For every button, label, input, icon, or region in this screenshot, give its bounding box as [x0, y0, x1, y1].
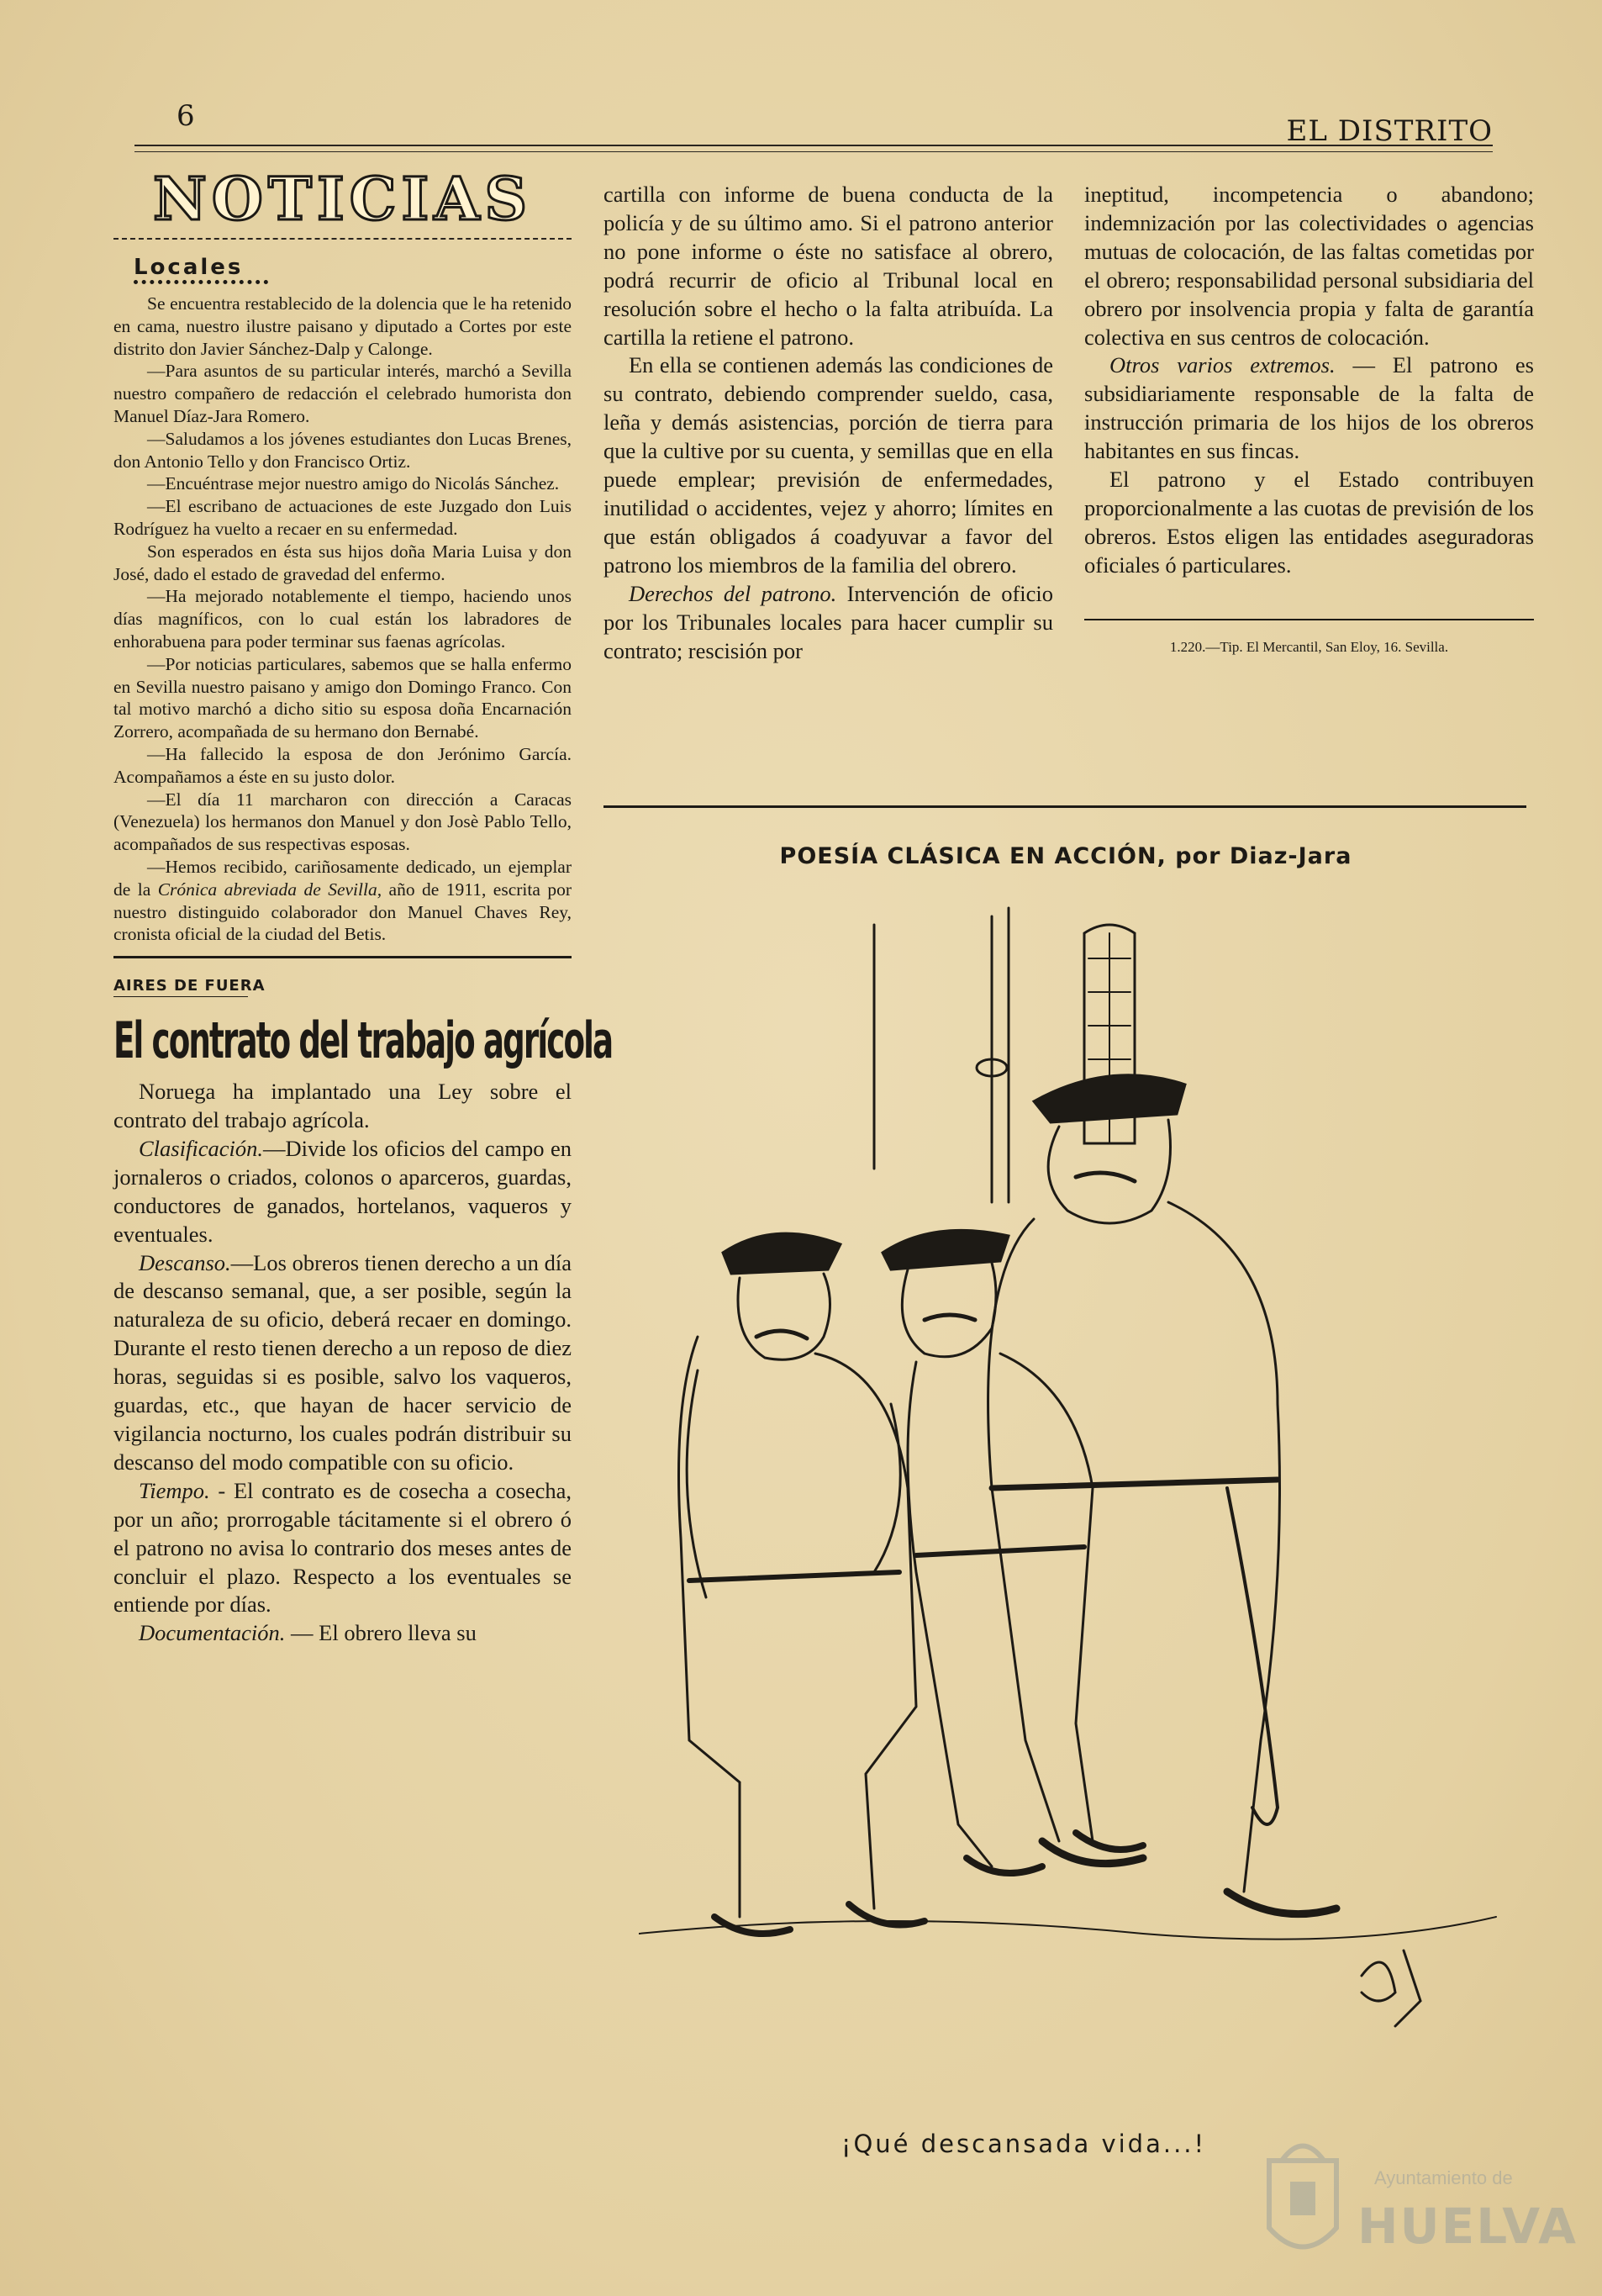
news-item: Se encuentra restablecido de la dolencia que le ha retenido en cama, nuestro ilustre paisano y diputado a Cortes por este distrito don Javier Sánchez-Dalp y Calonge. — [113, 293, 572, 359]
coat-of-arms-icon — [1257, 2127, 1349, 2270]
article-title: El contrato del trabajo agrícola — [113, 1011, 613, 1071]
run-in-heading: Derechos del patrono. — [629, 580, 837, 606]
figure-left-cap — [723, 1233, 841, 1274]
news-item: —Ha mejorado notablemente el tiempo, haciendo unos días magníficos, con lo cual están los labradores de enhorabuena para poder terminar sus faenas agrícolas. — [113, 586, 572, 652]
article-paragraph: cartilla con informe de buena conducta de la policía y de su último amo. Si el patrono anterior no pone informe o éste no satisface al obrero, podrá recurrir de oficio al Tribunal local en resolución sobre el hecho o la falta atribuída. La cartilla la retiene el patrono. — [603, 182, 1053, 350]
run-in-heading: Descanso. — [139, 1249, 231, 1275]
news-item: —El día 11 marcharon con dirección a Caracas (Venezuela) los hermanos don Manuel y don Josè Pablo Tello, acompañados de sus respectivas esposas. — [113, 789, 572, 855]
article-column-1 — [113, 1078, 572, 1648]
noticias-masthead: NOTICIAS — [152, 164, 533, 234]
article-paragraph: Clasificación.—Divide los oficios del campo en jornaleros o criados, colonos o aparceros, guardas, conductores de ganados, hortelanos, vaqueros y eventuales. — [113, 1135, 572, 1247]
news-item: —Hemos recibido, cariñosamente dedicado, un ejemplar de la Crónica abreviada de Sevilla, año de 1911, escrita por nuestro distinguido colaborador don Manuel Chaves Rey, cronista oficial de la ciudad del Betis. — [113, 856, 572, 945]
article-paragraph: El patrono y el Estado contribuyen proporcionalmente a las cuotas de previsión de los obreros. Estos eligen las entidades aseguradoras oficiales ó particulares. — [1084, 467, 1534, 578]
article-paragraph: En ella se contienen además las condiciones de su contrato, debiendo comprender sueldo, casa, leña y demás asistencias, porción de tierra para que la cultive por su cuenta, y semillas que en ella puede emplear; previsión de enfermedades, inutilidad o accidentes, vejez y ahorro; límites en que están obligados á coadyuvar a favor del patrono los miembros de la familia del obrero. — [603, 352, 1053, 578]
article-paragraph: Documentación. — El obrero lleva su — [139, 1620, 477, 1646]
figure-left-belt — [689, 1572, 899, 1581]
column-1 — [113, 164, 613, 1648]
cartoon-top-rule — [603, 805, 1526, 808]
figure-mid-body — [908, 1354, 1093, 1866]
article-column-3 — [1084, 181, 1534, 580]
figure-mid-face — [902, 1263, 996, 1357]
section-end-rule — [113, 956, 572, 958]
run-in-heading: Documentación. — [139, 1620, 286, 1646]
article-paragraph: Descanso.—Los obreros tienen derecho a un día de descanso semanal, que, a ser posible, según la naturaleza de su oficio, deberá recaer en domingo. Durante el resto tienen derecho a un reposo de diez horas, seguidas si es posible, salvo los vaqueros, guardas, etc., que hayan de hacer servicio de vigilancia nocturno, los cuales podrán distribuir su descanso del modo compatible con su oficio. — [113, 1249, 572, 1475]
header-rule — [134, 145, 1493, 146]
figure-left-mustache — [756, 1331, 807, 1338]
news-item: —El escribano de actuaciones de este Juzgado don Luis Rodríguez ha vuelto a recaer en su enfermedad. — [113, 496, 572, 539]
page-number: 6 — [177, 99, 195, 133]
paper-name: EL DISTRITO — [1286, 114, 1493, 148]
header-rule-thin — [134, 151, 1493, 152]
kicker-underline — [113, 996, 248, 997]
cartoon-title: POESÍA CLÁSICA EN ACCIÓN, por Diaz-Jara — [779, 843, 1352, 869]
article-paragraph: Noruega ha implantado una Ley sobre el contrato del trabajo agrícola. — [113, 1079, 572, 1133]
article-paragraph: Otros varios extremos. — El patrono es subsidiariamente responsable de la falta de instrucción primaria de los hijos de los obreros habitantes en sus fincas. — [1084, 352, 1534, 464]
watermark-line-1: Ayuntamiento de — [1374, 2167, 1513, 2188]
news-item: —Saludamos a los jóvenes estudiantes don Lucas Brenes, don Antonio Tello y don Francisco Ortiz. — [113, 428, 572, 472]
figure-right-cap — [1034, 1075, 1185, 1122]
article-column-2 — [603, 181, 1053, 665]
news-item: —Ha fallecido la esposa de don Jerónimo García. Acompañamos a éste en su justo dolor. — [113, 743, 572, 787]
figure-left-boots — [714, 1904, 925, 1934]
printer-imprint: 1.220.—Tip. El Mercantil, San Eloy, 16. Sevilla. — [1084, 619, 1534, 656]
run-in-heading: Clasificación. — [139, 1135, 263, 1161]
figure-right-body — [988, 1202, 1280, 1892]
figure-left-face — [738, 1274, 830, 1359]
cartoon-caption: ¡Qué descansada vida...! — [841, 2130, 1207, 2158]
news-item: —Por noticias particulares, sabemos que se halla enfermo en Sevilla nuestro paisano y amigo don Domingo Franco. Con tal motivo marchó a dicho sitio su esposa doña Encarnación Zorrero, acompañada de su hermano don Bernabé. — [113, 653, 572, 742]
article-paragraph: Derechos del patrono. Intervención de oficio por los Tribunales locales para hacer cumplir su contrato; rescisión por — [603, 580, 1054, 663]
column-3 — [1084, 181, 1534, 656]
figure-left-body — [679, 1337, 917, 1917]
artist-signature-mark — [1362, 1950, 1420, 2026]
masthead-rule — [113, 238, 572, 240]
news-body — [113, 293, 572, 946]
run-in-heading: Tiempo. — [139, 1477, 210, 1503]
column-2 — [603, 181, 1053, 665]
news-item: —Para asuntos de su particular interés, marchó a Sevilla nuestro compañero de redacción el celebrado humorista don Manuel Díaz-Jara Romero. — [113, 361, 572, 426]
article-kicker: AIRES DE FUERA — [113, 977, 266, 995]
run-in-heading: Otros varios extremos. — [1109, 352, 1336, 378]
section-heading-locales: Locales — [134, 255, 244, 280]
section-underline — [134, 280, 268, 284]
figure-left-arm — [687, 1370, 900, 1597]
article-paragraph: ineptitud, incompetencia o abandono; indemnización por las colectividades o agencias mutuas de colocación, de las faltas cometidas por el obrero; responsabilidad personal subsidiaria del obrero por insolvencia propia y falta de garantía colectiva en sus centros de colocación. — [1084, 182, 1534, 350]
figure-mid-mustache — [925, 1315, 975, 1320]
figure-right-boots — [1042, 1841, 1336, 1914]
archive-watermark — [1257, 2127, 1578, 2278]
cartoon-illustration — [639, 900, 1521, 2077]
figure-right-mustache — [1076, 1173, 1135, 1181]
figure-mid-cap — [883, 1230, 1009, 1269]
watermark-line-2: HUELVA — [1357, 2198, 1578, 2255]
news-item: Son esperados en ésta sus hijos doña Maria Luisa y don José, dado el estado de gravedad del enfermo. — [113, 541, 572, 584]
building-wall — [874, 908, 1009, 1202]
article-paragraph: Tiempo. - El contrato es de cosecha a cosecha, por un año; prorrogable tácitamente si el obrero ó el patrono no avisa lo contrario dos meses antes de concluir el plazo. Respecto a los eventuales se entiende por días. — [113, 1477, 572, 1618]
news-item: —Encuéntrase mejor nuestro amigo do Nicolás Sánchez. — [147, 473, 560, 494]
figure-right-belt — [992, 1480, 1278, 1488]
